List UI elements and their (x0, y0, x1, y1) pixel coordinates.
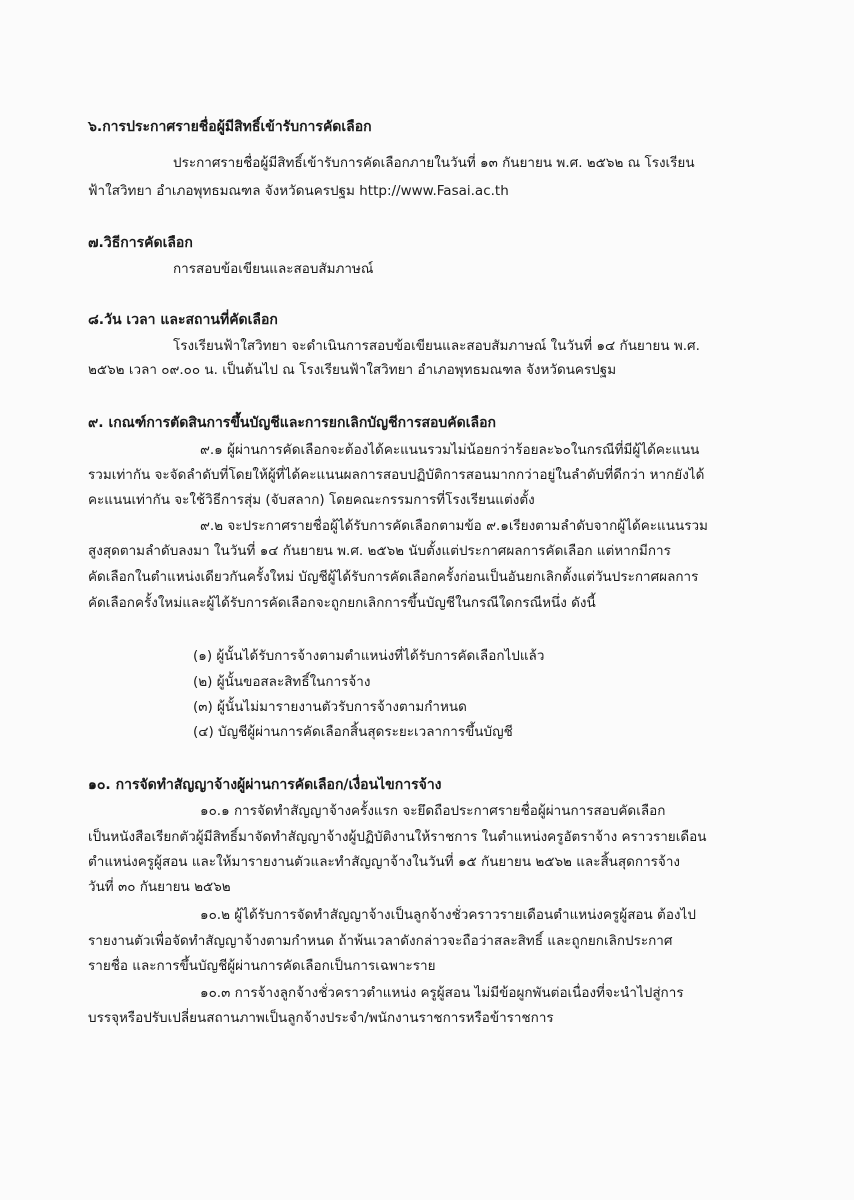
section-10-line-7: รายชื่อ และการขึ้นบัญชีผู้ผ่านการคัดเลือกเป็นการเฉพาะราย (88, 958, 436, 974)
section-10-line-6: รายงานตัวเพื่อจัดทำสัญญาจ้างตามกำหนด ถ้าพ้นเวลาดังกล่าวจะถือว่าสละสิทธิ์ และถูกยกเลิกประกาศ (88, 933, 673, 949)
list-item: (๓) ผู้นั้นไม่มารายงานตัวรับการจ้างตามกำหนด (193, 699, 467, 715)
section-10-line-8: ๑๐.๓ การจ้างลูกจ้างชั่วคราวตำแหน่ง ครูผู้สอน ไม่มีข้อผูกพันต่อเนื่องที่จะนำไปสู่การ (200, 985, 684, 1001)
list-item: (๑) ผู้นั้นได้รับการจ้างตามตำแหน่งที่ได้รับการคัดเลือกไปแล้ว (193, 648, 545, 664)
section-9-line-1: ๙.๑ ผู้ผ่านการคัดเลือกจะต้องได้คะแนนรวมไม่น้อยกว่าร้อยละ๖๐ในกรณีที่มีผู้ได้คะแนน (200, 442, 700, 458)
section-10-line-1: ๑๐.๑ การจัดทำสัญญาจ้างครั้งแรก จะยึดถือประกาศรายชื่อผู้ผ่านการสอบคัดเลือก (200, 803, 666, 819)
list-item: (๒) ผู้นั้นขอสละสิทธิ์ในการจ้าง (193, 674, 371, 690)
section-6-line-2: ฟ้าใสวิทยา อำเภอพุทธมณฑล จังหวัดนครปฐม http://www.Fasai.ac.th (88, 183, 509, 199)
section-9-line-6: คัดเลือกในตำแหน่งเดียวกันครั้งใหม่ บัญชีผู้ได้รับการคัดเลือกครั้งก่อนเป็นอันยกเลิกตั้งแต่วันประกาศผลการ (88, 569, 699, 585)
section-10-line-2: เป็นหนังสือเรียกตัวผู้มีสิทธิ์มาจัดทำสัญญาจ้างผู้ปฏิบัติงานให้ราชการ ในตำแหน่งครูอัตราจ้าง คราวรายเดือน (88, 829, 707, 845)
section-9-line-4: ๙.๒ จะประกาศรายชื่อผู้ได้รับการคัดเลือกตามข้อ ๙.๑เรียงตามลำดับจากผู้ได้คะแนนรวม (200, 518, 708, 534)
section-9-line-5: สูงสุดตามลำดับลงมา ในวันที่ ๑๔ กันยายน พ.ศ. ๒๕๖๒ นับตั้งแต่ประกาศผลการคัดเลือก แต่หากมีการ (88, 543, 671, 559)
section-8-line-2: ๒๕๖๒ เวลา ๐๙.๐๐ น. เป็นต้นไป ณ โรงเรียนฟ้าใสวิทยา อำเภอพุทธมณฑล จังหวัดนครปฐม (88, 362, 617, 378)
list-item: (๔) บัญชีผู้ผ่านการคัดเลือกสิ้นสุดระยะเวลาการขึ้นบัญชี (193, 724, 513, 740)
section-6-heading: ๖.การประกาศรายชื่อผู้มีสิทธิ์เข้ารับการคัดเลือก (88, 119, 372, 135)
section-10-line-3: ตำแหน่งครูผู้สอน และให้มารายงานตัวและทำสัญญาจ้างในวันที่ ๑๕ กันยายน ๒๕๖๒ และสิ้นสุดการจ้าง (88, 854, 681, 870)
section-10-line-5: ๑๐.๒ ผู้ได้รับการจัดทำสัญญาจ้างเป็นลูกจ้างชั่วคราวรายเดือนตำแหน่งครูผู้สอน ต้องไป (200, 907, 696, 923)
section-7-line-1: การสอบข้อเขียนและสอบสัมภาษณ์ (173, 261, 374, 277)
section-8-line-1: โรงเรียนฟ้าใสวิทยา จะดำเนินการสอบข้อเขียนและสอบสัมภาษณ์ ในวันที่ ๑๔ กันยายน พ.ศ. (173, 338, 700, 354)
section-9-line-3: คะแนนเท่ากัน จะใช้วิธีการสุ่ม (จับสลาก) โดยคณะกรรมการที่โรงเรียนแต่งตั้ง (88, 492, 535, 508)
section-9-line-7: คัดเลือกครั้งใหม่และผู้ได้รับการคัดเลือกจะถูกยกเลิกการขึ้นบัญชีในกรณีใดกรณีหนึ่ง ดังนี้ (88, 595, 596, 611)
section-7-heading: ๗.วิธีการคัดเลือก (88, 235, 193, 251)
section-10-heading: ๑๐. การจัดทำสัญญาจ้างผู้ผ่านการคัดเลือก/เงื่อนไขการจ้าง (88, 777, 442, 793)
section-9-heading: ๙. เกณฑ์การตัดสินการขึ้นบัญชีและการยกเลิกบัญชีการสอบคัดเลือก (88, 415, 497, 431)
section-10-line-4: วันที่ ๓๐ กันยายน ๒๕๖๒ (88, 879, 231, 895)
section-10-line-9: บรรจุหรือปรับเปลี่ยนสถานภาพเป็นลูกจ้างประจำ/พนักงานราชการหรือข้าราชการ (88, 1010, 554, 1026)
section-8-heading: ๘.วัน เวลา และสถานที่คัดเลือก (88, 312, 278, 328)
section-9-line-2: รวมเท่ากัน จะจัดลำดับที่โดยให้ผู้ที่ได้คะแนนผลการสอบปฏิบัติการสอนมากกว่าอยู่ในลำดับที่ดีกว่า หากยังได้ (88, 467, 705, 483)
section-6-line-1: ประกาศรายชื่อผู้มีสิทธิ์เข้ารับการคัดเลือกภายในวันที่ ๑๓ กันยายน พ.ศ. ๒๕๖๒ ณ โรงเรียน (173, 155, 695, 171)
